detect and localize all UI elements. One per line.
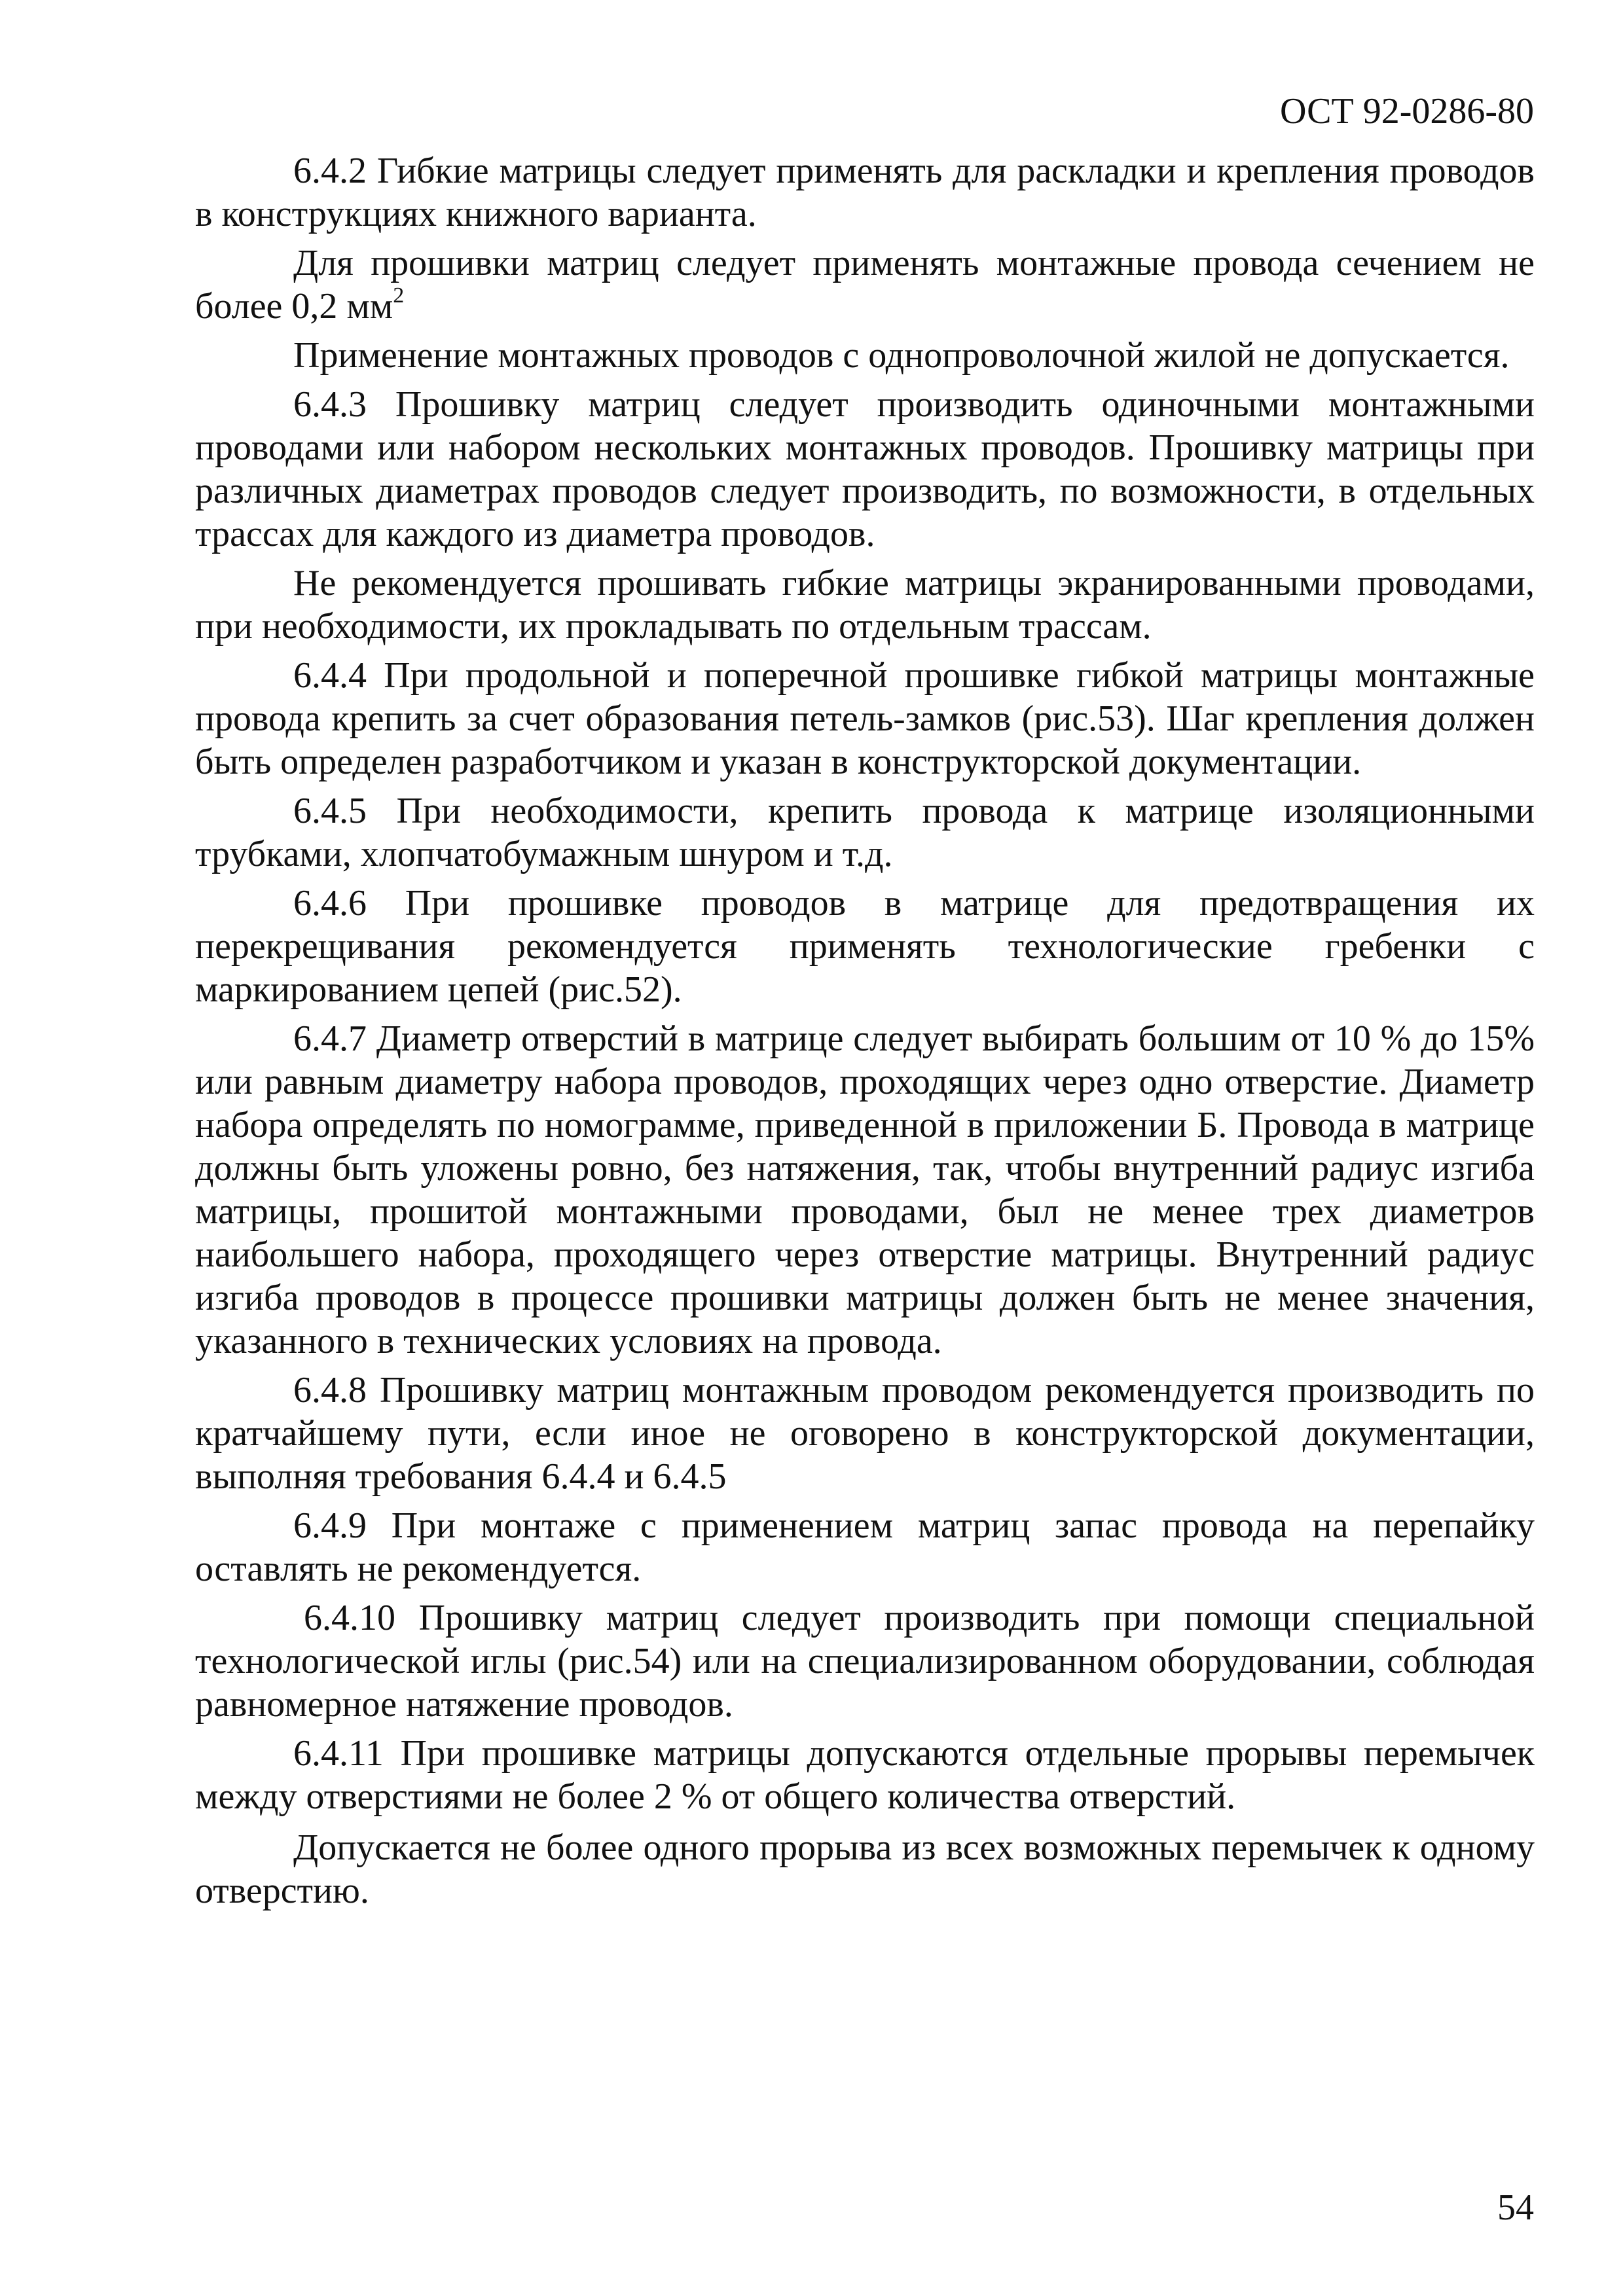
paragraph-shielded: Не рекомендуется прошивать гибкие матрицы экранированными проводами, при необходимости, их прокладывать по отдельным трассам. [195, 563, 1535, 647]
superscript-2: 2 [393, 283, 405, 308]
paragraph-wire-section [195, 242, 1535, 328]
paragraph-one-break: Допускается не более одного прорыва из всех возможных перемычек к одному отверстию. [195, 1827, 1535, 1911]
paragraph-6-4-5: 6.4.5 При необходимости, крепить провода к матрице изоляционными трубками, хлопчатобумажным шнуром и т.д. [195, 791, 1535, 874]
document-code: ОСТ 92-0286-80 [1280, 91, 1534, 132]
paragraph-wire-section-text: Для прошивки матриц следует применять монтажные провода сечением не более 0,2 мм [195, 243, 1535, 327]
paragraph-6-4-11: 6.4.11 При прошивке матрицы допускаются отдельные прорывы перемычек между отверстиями не более 2 % от общего количества отверстий. [195, 1733, 1535, 1817]
page-number: 54 [1497, 2187, 1534, 2228]
paragraph-6-4-3: 6.4.3 Прошивку матриц следует производить одиночными монтажными проводами или набором нескольких монтажных проводов. Прошивку матрицы при различных диаметрах проводов следует производить, по возможности, в отдельных трассах для каждого из диаметра проводов. [195, 384, 1535, 554]
paragraph-6-4-8: 6.4.8 Прошивку матриц монтажным проводом рекомендуется производить по кратчайшему пути, если иное не оговорено в конструкторской документации, выполняя требования 6.4.4 и 6.4.5 [195, 1370, 1535, 1497]
paragraph-single-core: Применение монтажных проводов с однопроволочной жилой не допускается. [293, 335, 1510, 376]
paragraph-6-4-4: 6.4.4 При продольной и поперечной прошивке гибкой матрицы монтажные провода крепить за счет образования петель-замков (рис.53). Шаг крепления должен быть определен разработчиком и указан в конструкторской документации. [195, 655, 1535, 782]
paragraph-6-4-7: 6.4.7 Диаметр отверстий в матрице следует выбирать большим от 10 % до 15% или равным диаметру набора проводов, проходящих через одно отверстие. Диаметр набора определять по номограмме, приведенной в приложении Б. Провода в матрице должны быть уложены ровно, без натяжения, так, чтобы внутренний радиус изгиба матрицы, прошитой монтажными проводами, был не менее трех диаметров наибольшего набора, проходящего через отверстие матрицы. Внутренний радиус изгиба проводов в процессе прошивки матрицы должен быть не менее значения, указанного в технических условиях на провода. [195, 1018, 1535, 1361]
paragraph-6-4-10: 6.4.10 Прошивку матриц следует производить при помощи специальной технологической иглы (рис.54) или на специализированном оборудовании, соблюдая равномерное натяжение проводов. [195, 1598, 1535, 1725]
body-text [195, 149, 1535, 1918]
paragraph-6-4-2: 6.4.2 Гибкие матрицы следует применять для раскладки и крепления проводов в конструкциях книжного варианта. [195, 151, 1535, 234]
paragraph-6-4-9: 6.4.9 При монтаже с применением матриц запас провода на перепайку оставлять не рекомендуется. [195, 1505, 1535, 1589]
paragraph-6-4-6: 6.4.6 При прошивке проводов в матрице для предотвращения их перекрещивания рекомендуется применять технологические гребенки с маркированием цепей (рис.52). [195, 883, 1535, 1010]
